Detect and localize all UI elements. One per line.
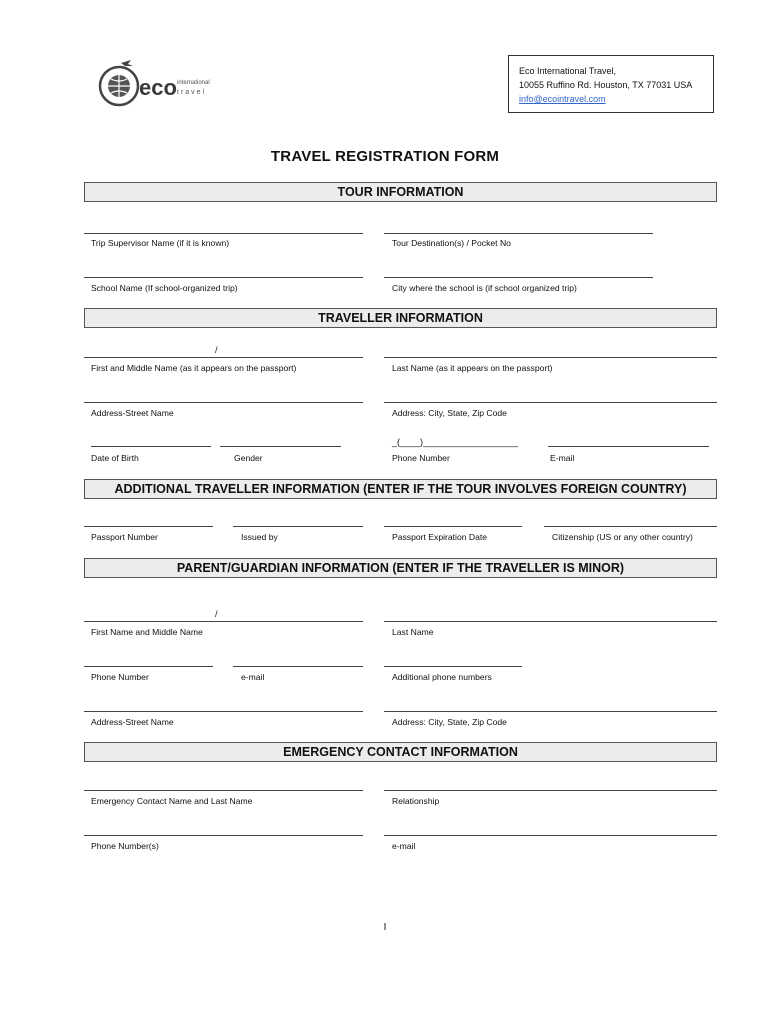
section-additional-information: ADDITIONAL TRAVELLER INFORMATION (ENTER IF THE TOUR INVOLVES FOREIGN COUNTRY) (84, 479, 717, 499)
logo-word: eco (139, 75, 177, 100)
issued-by-field[interactable] (233, 526, 363, 527)
tour-destination-label: Tour Destination(s) / Pocket No (392, 238, 511, 248)
school-city-label: City where the school is (if school organized trip) (392, 283, 577, 293)
emergency-name-field[interactable] (84, 790, 363, 791)
parent-phone-label: Phone Number (91, 672, 149, 682)
address-city-field[interactable] (384, 402, 717, 403)
additional-phones-label: Additional phone numbers (392, 672, 492, 682)
emergency-email-field[interactable] (384, 835, 717, 836)
passport-expiration-label: Passport Expiration Date (392, 532, 488, 542)
company-name: Eco International Travel, (519, 66, 617, 76)
emergency-phone-field[interactable] (84, 835, 363, 836)
logo-sub-travel: travel (177, 89, 207, 96)
gender-field[interactable] (220, 446, 341, 447)
section-emergency-contact: EMERGENCY CONTACT INFORMATION (84, 742, 717, 762)
school-name-field[interactable] (84, 277, 363, 278)
page-number: I (383, 922, 387, 933)
trip-supervisor-field[interactable] (84, 233, 363, 234)
address-street-label: Address-Street Name (91, 408, 174, 418)
gender-label: Gender (234, 453, 263, 463)
dob-label: Date of Birth (91, 453, 139, 463)
company-email-link[interactable]: info@ecointravel.com (519, 94, 606, 104)
emergency-phone-label: Phone Number(s) (91, 841, 159, 851)
address-city-label: Address: City, State, Zip Code (392, 408, 507, 418)
tour-destination-field[interactable] (384, 233, 653, 234)
last-name-field[interactable] (384, 357, 717, 358)
parent-address-city-field[interactable] (384, 711, 717, 712)
relationship-field[interactable] (384, 790, 717, 791)
school-name-label: School Name (If school-organized trip) (91, 283, 238, 293)
citizenship-label: Citizenship (US or any other country) (552, 532, 693, 542)
first-middle-name-field[interactable] (84, 357, 363, 358)
parent-name-slash: / (215, 609, 218, 619)
parent-email-field[interactable] (233, 666, 363, 667)
parent-phone-field[interactable] (84, 666, 213, 667)
relationship-label: Relationship (392, 796, 440, 806)
company-address: 10055 Ruffino Rd. Houston, TX 77031 USA (519, 80, 693, 90)
passport-number-field[interactable] (84, 526, 213, 527)
parent-address-city-label: Address: City, State, Zip Code (392, 717, 507, 727)
section-tour-information: TOUR INFORMATION (84, 182, 717, 202)
parent-email-label: e-mail (241, 672, 265, 682)
trip-supervisor-label: Trip Supervisor Name (if it is known) (91, 238, 230, 248)
parent-last-name-label: Last Name (392, 627, 434, 637)
last-name-label: Last Name (as it appears on the passport) (392, 363, 553, 373)
phone-field[interactable]: _(____)___________________ (392, 437, 519, 447)
parent-last-name-field[interactable] (384, 621, 717, 622)
passport-number-label: Passport Number (91, 532, 158, 542)
address-street-field[interactable] (84, 402, 363, 403)
logo-sub-international: international (177, 80, 210, 86)
additional-phones-field[interactable] (384, 666, 522, 667)
dob-field[interactable] (91, 446, 211, 447)
emergency-name-label: Emergency Contact Name and Last Name (91, 796, 253, 806)
phone-label: Phone Number (392, 453, 450, 463)
email-field[interactable] (548, 446, 709, 447)
parent-address-street-field[interactable] (84, 711, 363, 712)
parent-first-middle-label: First Name and Middle Name (91, 627, 203, 637)
eco-travel-logo (95, 55, 225, 115)
parent-first-middle-field[interactable] (84, 621, 363, 622)
contact-box (508, 55, 714, 113)
citizenship-field[interactable] (544, 526, 717, 527)
school-city-field[interactable] (384, 277, 653, 278)
emergency-email-label: e-mail (392, 841, 416, 851)
section-traveller-information: TRAVELLER INFORMATION (84, 308, 717, 328)
parent-address-street-label: Address-Street Name (91, 717, 174, 727)
first-middle-name-label: First and Middle Name (as it appears on the passport) (91, 363, 297, 373)
issued-by-label: Issued by (241, 532, 278, 542)
passport-expiration-field[interactable] (384, 526, 522, 527)
name-slash: / (215, 345, 218, 355)
section-parent-guardian: PARENT/GUARDIAN INFORMATION (ENTER IF THE TRAVELLER IS MINOR) (84, 558, 717, 578)
form-title: TRAVEL REGISTRATION FORM (270, 148, 500, 165)
email-label: E-mail (550, 453, 575, 463)
